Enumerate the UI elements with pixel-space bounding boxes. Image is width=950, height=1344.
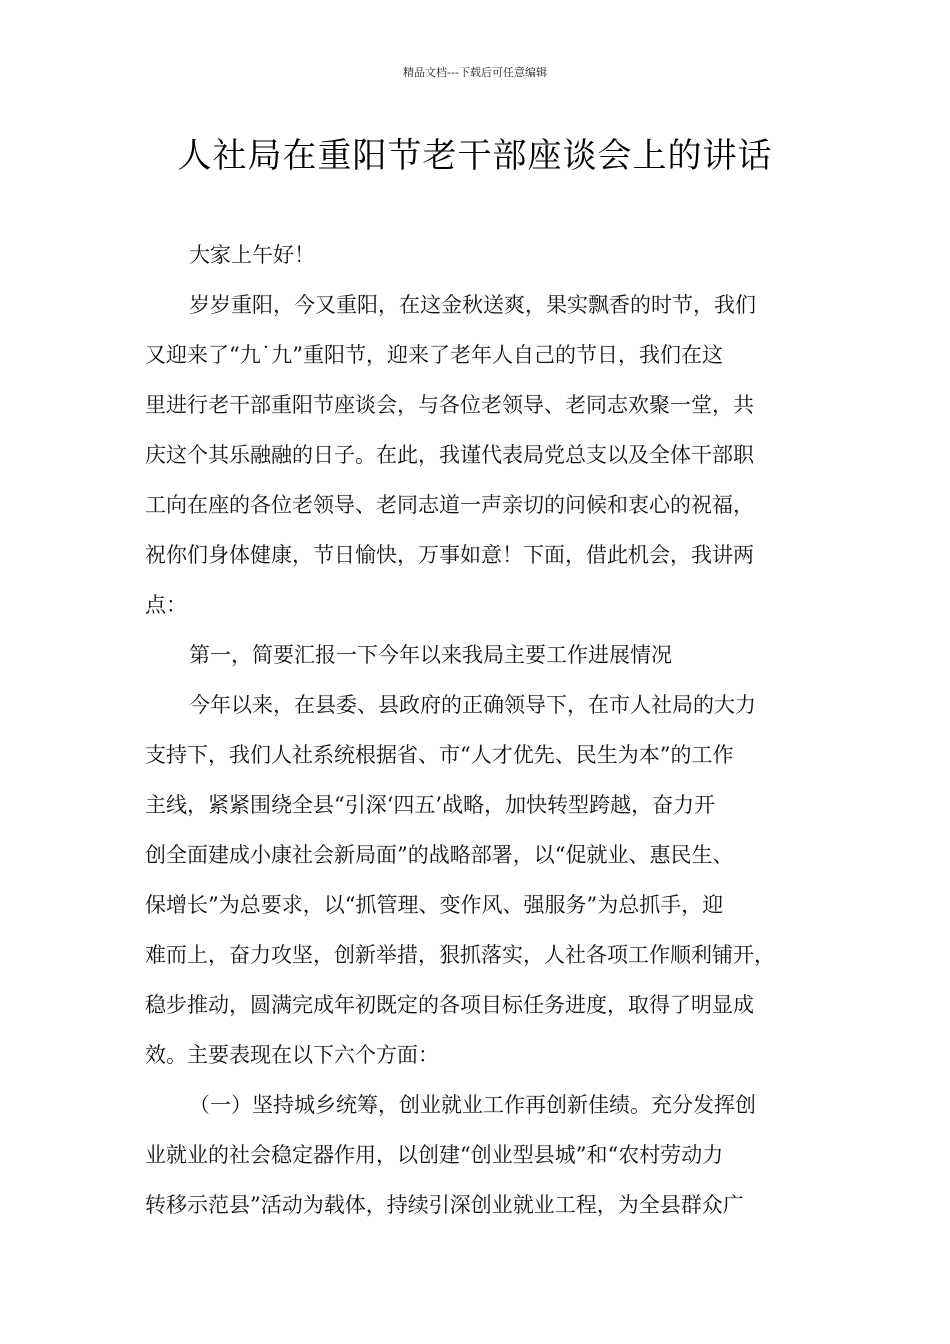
body-line: 点： [145,593,187,617]
body-line: 主线，紧紧围绕全县“引深‘四五’战略，加快转型跨越，奋力开 [145,793,716,817]
body-line: 工向在座的各位老领导、老同志道一声亲切的问候和衷心的祝福， [145,493,754,517]
body-line: 支持下，我们人社系统根据省、市“人才优先、民生为本”的工作 [145,743,734,767]
body-line: 稳步推动，圆满完成年初既定的各项目标任务进度，取得了明显成 [145,993,754,1017]
body-line: （一）坚持城乡统筹，创业就业工作再创新佳绩。充分发挥创 [189,1093,756,1117]
body-line: 难而上，奋力攻坚，创新举措，狠抓落实，人社各项工作顺利铺开， [145,943,775,967]
body-line: 大家上午好！ [189,243,315,267]
body-line: 转移示范县”活动为载体，持续引深创业就业工程，为全县群众广 [145,1193,744,1217]
document-title: 人社局在重阳节老干部座谈会上的讲话 [177,136,773,176]
body-line: 创全面建成小康社会新局面”的战略部署，以“促就业、惠民生、 [145,843,734,867]
body-line: 第一，简要汇报一下今年以来我局主要工作进展情况 [189,643,672,667]
body-line: 效。主要表现在以下六个方面： [145,1043,439,1067]
document-body [145,230,815,1230]
body-line: 岁岁重阳，今又重阳，在这金秋送爽，果实飘香的时节，我们 [189,293,756,317]
body-line: 今年以来，在县委、县政府的正确领导下，在市人社局的大力 [189,693,756,717]
body-line: 里进行老干部重阳节座谈会，与各位老领导、老同志欢聚一堂，共 [145,393,754,417]
body-line: 又迎来了“九˙九”重阳节，迎来了老年人自己的节日，我们在这 [145,343,723,367]
page-header: 精品文档---下载后可任意编辑 [403,66,547,79]
body-line: 保增长”为总要求，以“抓管理、变作风、强服务”为总抓手，迎 [145,893,724,917]
body-line: 庆这个其乐融融的日子。在此，我谨代表局党总支以及全体干部职 [145,443,754,467]
body-line: 祝你们身体健康，节日愉快，万事如意！下面，借此机会，我讲两 [145,543,754,567]
body-line: 业就业的社会稳定器作用，以创建“创业型县城”和“农村劳动力 [145,1143,724,1167]
